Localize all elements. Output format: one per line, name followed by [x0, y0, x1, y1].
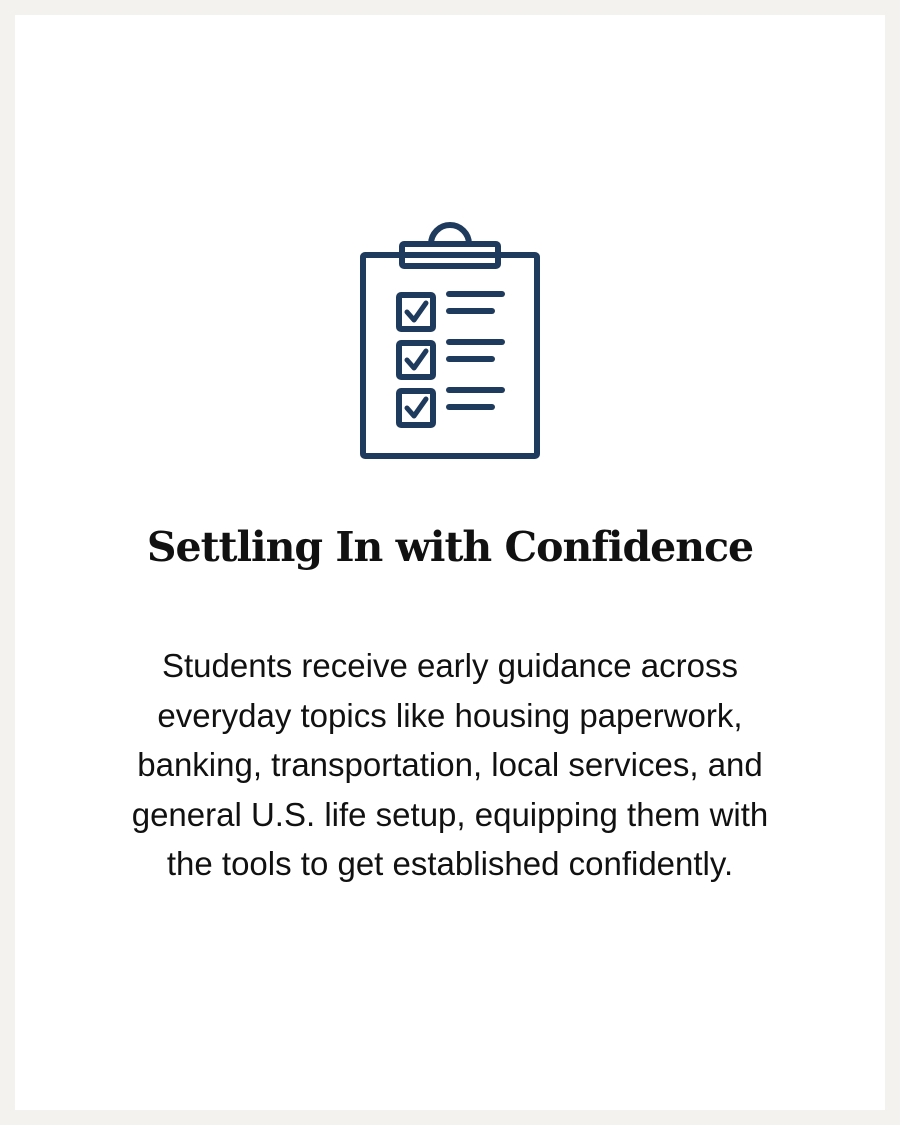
card-title: Settling In with Confidence	[146, 523, 754, 571]
clipboard-checklist-icon	[359, 210, 541, 460]
info-card	[15, 15, 885, 1110]
card-description: Students receive early guidance across everyday topics like housing paperwork, banking, transportation, local services, and general U.S. life setup, equipping them with the tools to get established confidently.	[131, 647, 769, 882]
